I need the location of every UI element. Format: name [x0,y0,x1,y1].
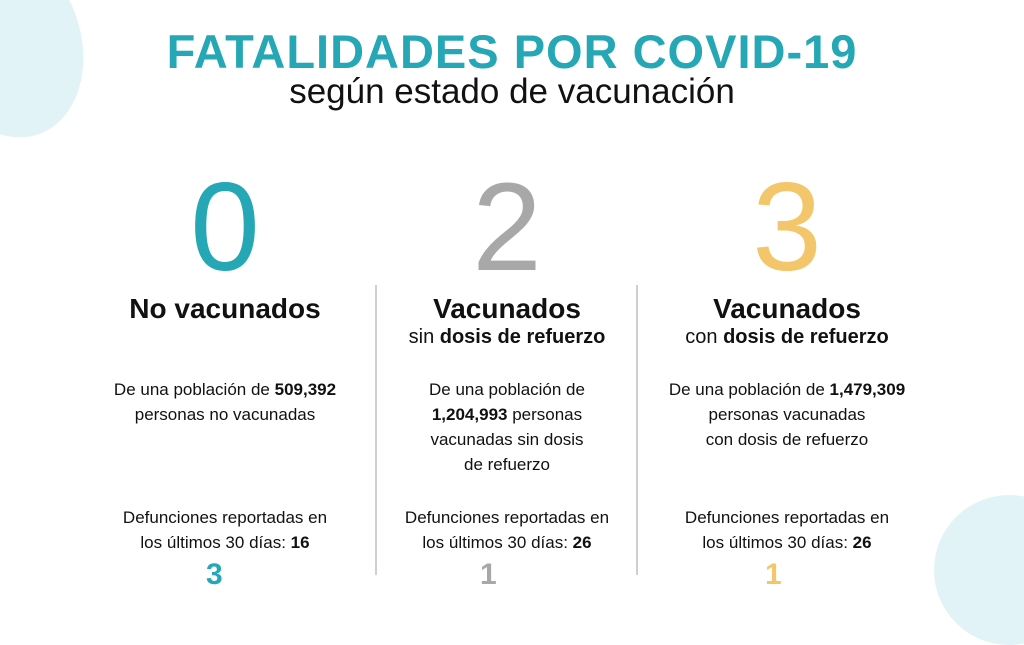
big-number: 0 [190,158,260,297]
deaths-text: Defunciones reportadas en los últimos 30 días: 26 [404,508,610,552]
column-heading: Vacunados [433,293,581,324]
page-title: FATALIDADES POR COVID-19 [166,25,858,78]
population-value: 1,204,993 [431,405,508,424]
population-text: De una población de 1,479,309 personas vacunadas con dosis de refuerzo [668,380,906,449]
column-heading: No vacunados [129,293,321,324]
population-text: De una población de 509,392 personas no vacunadas [113,380,337,424]
column-heading: Vacunados [713,293,861,324]
deaths-text: Defunciones reportadas en los últimos 30 días: 26 [684,508,890,552]
cutoff-number: 3 [206,558,223,591]
deaths-value: 16 [290,533,310,552]
page-subtitle: según estado de vacunación [289,72,735,111]
column-unvaccinated [90,158,360,552]
deaths-value: 26 [852,533,872,552]
population-value: 509,392 [274,380,337,399]
deaths-value: 26 [572,533,592,552]
big-number: 2 [472,158,542,297]
decorative-blob-bottom-right [934,495,1024,645]
population-value: 1,479,309 [829,380,906,399]
big-number: 3 [752,158,822,297]
column-vaccinated-with-booster [652,158,922,552]
column-subheading: sin dosis de refuerzo [408,326,606,348]
cutoff-number: 1 [480,558,497,591]
deaths-text: Defunciones reportadas en los últimos 30 días: 16 [122,508,328,552]
cutoff-number: 1 [765,558,782,591]
column-subheading: con dosis de refuerzo [685,326,889,348]
column-vaccinated-no-booster [372,158,642,552]
population-text: De una población de 1,204,993 personas vacunadas sin dosis de refuerzo [429,380,585,474]
